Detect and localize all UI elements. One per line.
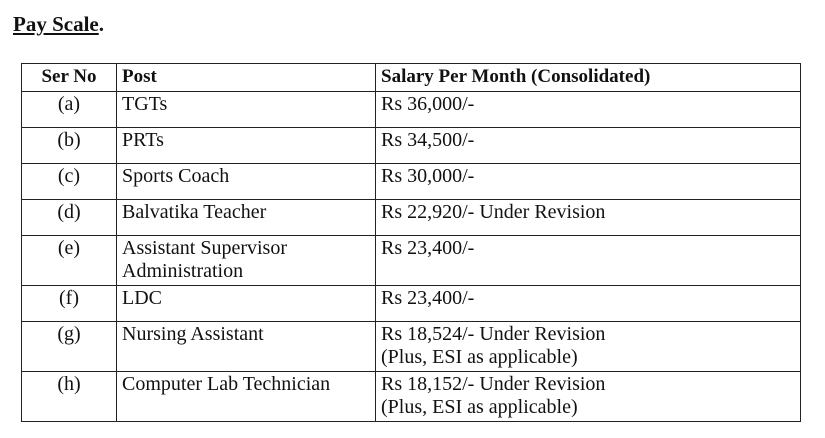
salary-line: Rs 34,500/-	[381, 129, 475, 151]
ser-cell: (e)	[22, 236, 117, 286]
salary-note: (Plus, ESI as applicable)	[381, 346, 578, 368]
ser-cell: (d)	[22, 200, 117, 236]
post-cell	[117, 286, 376, 322]
ser-cell: (h)	[22, 372, 117, 422]
salary-line: Rs 18,524/- Under Revision	[381, 323, 606, 345]
salary-line: Rs 22,920/- Under Revision	[381, 201, 606, 223]
page-heading	[13, 12, 104, 37]
post-cell	[117, 322, 376, 372]
post-cell	[117, 200, 376, 236]
salary-line: Rs 30,000/-	[381, 165, 475, 187]
table-row	[22, 286, 801, 322]
salary-cell	[376, 200, 801, 236]
ser-cell: (b)	[22, 128, 117, 164]
post-line: Assistant Supervisor	[122, 237, 287, 259]
post-line: TGTs	[122, 93, 168, 115]
heading-period: .	[98, 12, 104, 36]
table-row	[22, 128, 801, 164]
header-salary: Salary Per Month (Consolidated)	[376, 64, 801, 92]
ser-cell: (g)	[22, 322, 117, 372]
header-ser-no: Ser No	[22, 64, 117, 92]
header-post: Post	[117, 64, 376, 92]
heading-title: Pay Scale	[13, 12, 99, 36]
salary-cell	[376, 92, 801, 128]
post-line: LDC	[122, 287, 162, 309]
salary-cell	[376, 372, 801, 422]
post-line: Balvatika Teacher	[122, 201, 267, 223]
table-row	[22, 322, 801, 372]
pay-scale-table	[21, 63, 801, 422]
post-cell	[117, 128, 376, 164]
table-header-row	[22, 64, 801, 92]
table-row	[22, 372, 801, 422]
post-line: Computer Lab Technician	[122, 373, 331, 395]
salary-cell	[376, 164, 801, 200]
salary-line: Rs 18,152/- Under Revision	[381, 373, 606, 395]
post-line: Nursing Assistant	[122, 323, 264, 345]
table-row	[22, 92, 801, 128]
post-line: Sports Coach	[122, 165, 230, 187]
salary-line: Rs 36,000/-	[381, 93, 475, 115]
salary-cell	[376, 128, 801, 164]
ser-cell: (a)	[22, 92, 117, 128]
table-row	[22, 164, 801, 200]
post-line: Administration	[122, 260, 244, 282]
table-row	[22, 236, 801, 286]
salary-note: (Plus, ESI as applicable)	[381, 396, 578, 418]
post-cell	[117, 372, 376, 422]
ser-cell: (f)	[22, 286, 117, 322]
salary-line: Rs 23,400/-	[381, 237, 475, 259]
post-cell	[117, 92, 376, 128]
post-line: PRTs	[122, 129, 164, 151]
post-cell	[117, 164, 376, 200]
post-cell	[117, 236, 376, 286]
salary-cell	[376, 286, 801, 322]
ser-cell: (c)	[22, 164, 117, 200]
table-row	[22, 200, 801, 236]
salary-cell	[376, 236, 801, 286]
salary-cell	[376, 322, 801, 372]
salary-line: Rs 23,400/-	[381, 287, 475, 309]
